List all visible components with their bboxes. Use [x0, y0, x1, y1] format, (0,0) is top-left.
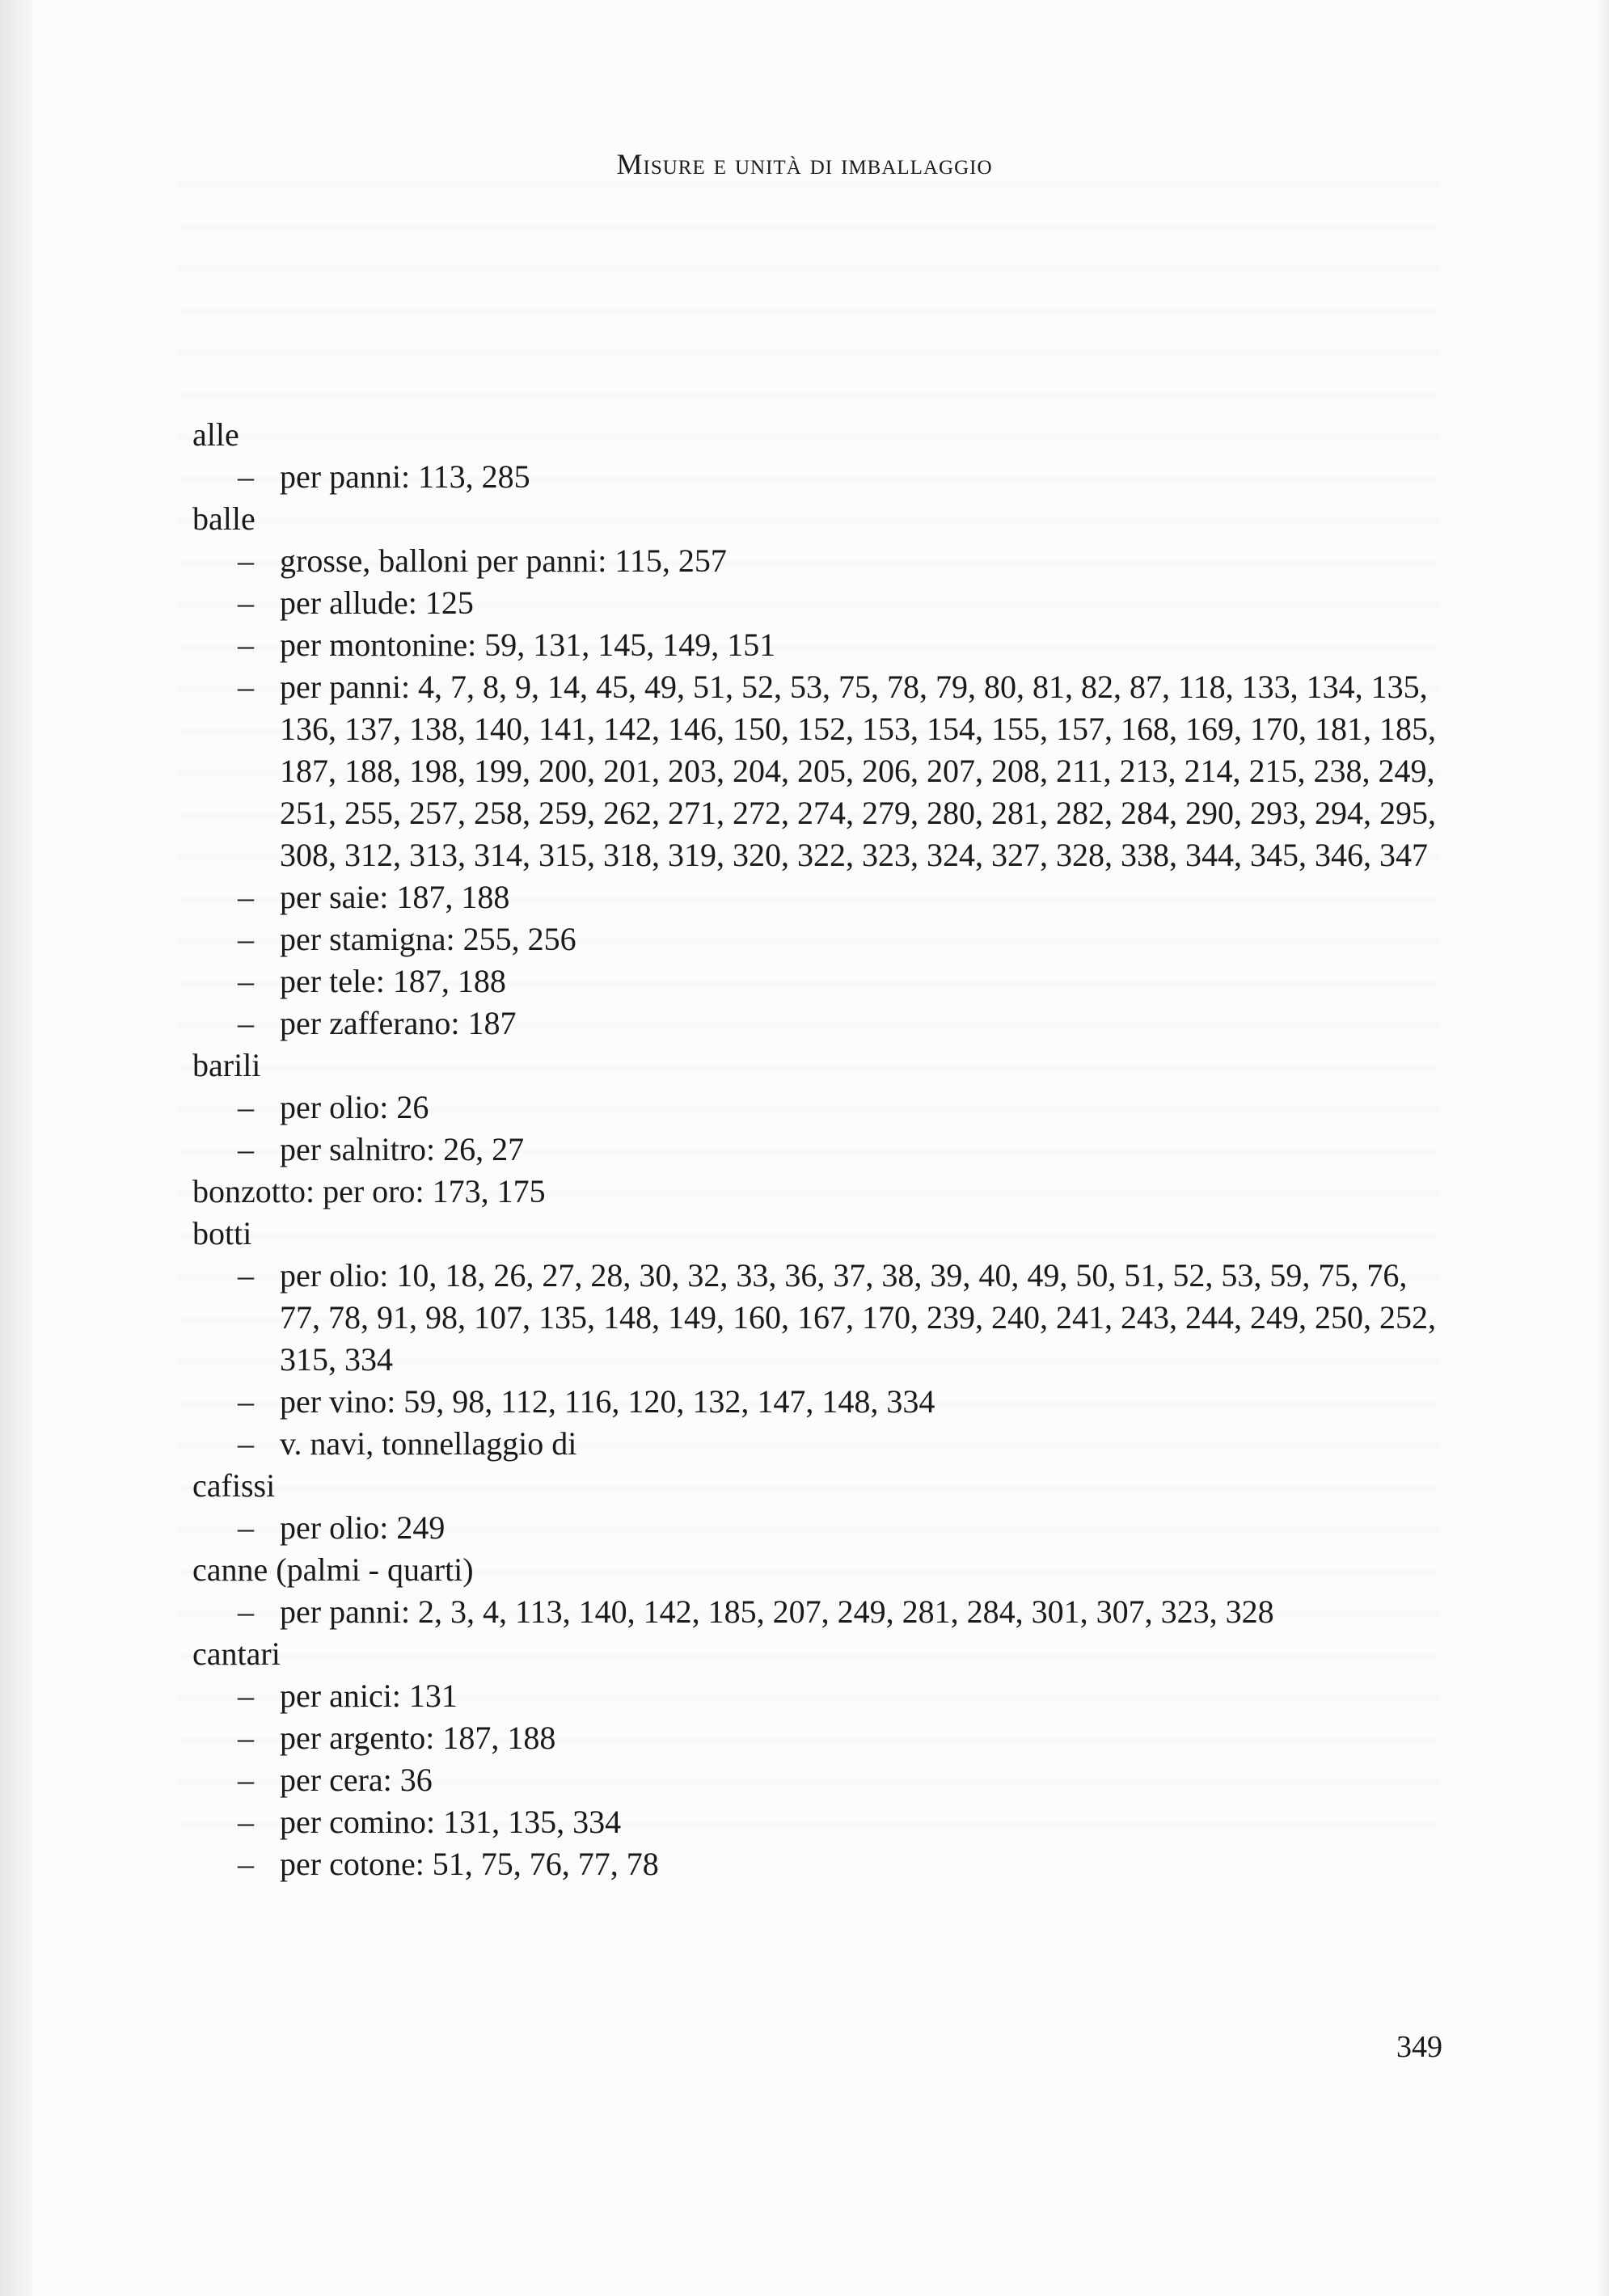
index-list: [192, 414, 1454, 1885]
dash-marker: –: [238, 1089, 254, 1125]
dash-marker: –: [238, 458, 254, 495]
index-subentry-text: per panni: 4, 7, 8, 9, 14, 45, 49, 51, 52, 53, 75, 78, 79, 80, 81, 82, 87, 118, 133, 134, 135, 136, 137, 138, 140, 141, 142, 146, 150, 152, 153, 154, 155, 157, 168, 169, 170, 181, 185, 187, 188, 198, 199, 200, 201, 203, 204, 205, 206, 207, 208, 211, 213, 214, 215, 238, 249, 251, 255, 257, 258, 259, 262, 271, 272, 274, 279, 280, 281, 282, 284, 290, 293, 294, 295, 308, 312, 313, 314, 315, 318, 319, 320, 322, 323, 324, 327, 328, 338, 344, 345, 346, 347: [280, 669, 1436, 873]
index-subentry-text: per olio: 249: [280, 1509, 446, 1546]
index-subentry: [192, 1759, 1454, 1801]
index-subentry-text: per montonine: 59, 131, 145, 149, 151: [280, 627, 776, 663]
index-subentry: [192, 1002, 1454, 1045]
dash-marker: –: [238, 1005, 254, 1041]
index-entry-head: alle: [192, 416, 239, 453]
index-entry-head: cafissi: [192, 1467, 276, 1504]
dash-marker: –: [238, 627, 254, 663]
index-subentry: [192, 456, 1454, 498]
index-subentry: [192, 582, 1454, 624]
dash-marker: –: [238, 963, 254, 999]
dash-marker: –: [238, 879, 254, 915]
index-subentry: [192, 1843, 1454, 1885]
index-subentry-text: per salnitro: 26, 27: [280, 1131, 525, 1167]
index-entry-head: canne (palmi - quarti): [192, 1551, 474, 1588]
dash-marker: –: [238, 1720, 254, 1756]
dash-marker: –: [238, 1804, 254, 1840]
dash-marker: –: [238, 1257, 254, 1294]
index-subentry-text: per stamigna: 255, 256: [280, 921, 576, 957]
index-subentry-text: per olio: 26: [280, 1089, 429, 1125]
index-entry: [192, 498, 1454, 1045]
index-subentry-text: per comino: 131, 135, 334: [280, 1804, 622, 1840]
index-subentry: [192, 1591, 1454, 1633]
index-entry-head: balle: [192, 500, 255, 537]
page-number: 349: [1396, 2030, 1442, 2064]
dash-marker: –: [238, 542, 254, 579]
index-subentry-text: per allude: 125: [280, 585, 474, 621]
index-subentry-text: per zafferano: 187: [280, 1005, 517, 1041]
index-subentry-text: per vino: 59, 98, 112, 116, 120, 132, 147, 148, 334: [280, 1383, 935, 1420]
dash-marker: –: [238, 1425, 254, 1462]
index-entry-head: botti: [192, 1215, 252, 1251]
index-subentry-text: per panni: 2, 3, 4, 113, 140, 142, 185, 207, 249, 281, 284, 301, 307, 323, 328: [280, 1593, 1274, 1630]
index-subentry: [192, 540, 1454, 582]
index-subentry: [192, 1129, 1454, 1171]
index-subentry-text: v. navi, tonnellaggio di: [280, 1425, 577, 1462]
dash-marker: –: [238, 585, 254, 621]
index-subentry: [192, 1801, 1454, 1843]
index-entry: [192, 1465, 1454, 1549]
index-subentry-text: per anici: 131: [280, 1678, 458, 1714]
index-subentry-text: grosse, balloni per panni: 115, 257: [280, 542, 727, 579]
dash-marker: –: [238, 1383, 254, 1420]
index-subentry: [192, 1675, 1454, 1717]
index-subentry: [192, 1381, 1454, 1423]
dash-marker: –: [238, 1678, 254, 1714]
index-entry-head: bonzotto: per oro: 173, 175: [192, 1173, 546, 1209]
page-binding-edge: [0, 0, 32, 2296]
dash-marker: –: [238, 1846, 254, 1882]
dash-marker: –: [238, 1509, 254, 1546]
index-subentry-text: per argento: 187, 188: [280, 1720, 556, 1756]
index-subentry-text: per cotone: 51, 75, 76, 77, 78: [280, 1846, 659, 1882]
index-subentry-text: per panni: 113, 285: [280, 458, 530, 495]
dash-marker: –: [238, 921, 254, 957]
dash-marker: –: [238, 669, 254, 705]
index-subentry: [192, 1507, 1454, 1549]
index-subentry-text: per olio: 10, 18, 26, 27, 28, 30, 32, 33, 36, 37, 38, 39, 40, 49, 50, 51, 52, 53, 59, 75, 76, 77, 78, 91, 98, 107, 135, 148, 149, 160, 167, 170, 239, 240, 241, 243, 244, 249, 250, 252, 315, 334: [280, 1257, 1436, 1378]
index-entry: [192, 1213, 1454, 1465]
index-subentry: [192, 918, 1454, 960]
index-entry: [192, 414, 1454, 498]
index-subentry: [192, 1255, 1454, 1381]
page-right-edge: [1598, 0, 1609, 2296]
index-subentry-text: per cera: 36: [280, 1762, 433, 1798]
index-subentry-text: per saie: 187, 188: [280, 879, 510, 915]
page-title: Misure e unità di imballaggio: [616, 148, 993, 180]
index-subentry: [192, 1087, 1454, 1129]
index-entry-head: barili: [192, 1047, 261, 1083]
index-subentry: [192, 1717, 1454, 1759]
index-entry: [192, 1045, 1454, 1171]
dash-marker: –: [238, 1762, 254, 1798]
dash-marker: –: [238, 1131, 254, 1167]
index-subentry-text: per tele: 187, 188: [280, 963, 506, 999]
index-subentry: [192, 876, 1454, 918]
index-subentry: [192, 666, 1454, 876]
index-entry: [192, 1171, 1454, 1213]
index-subentry: [192, 1423, 1454, 1465]
index-entry: [192, 1549, 1454, 1633]
index-subentry: [192, 960, 1454, 1002]
index-entry-head: cantari: [192, 1635, 281, 1672]
index-entry: [192, 1633, 1454, 1885]
dash-marker: –: [238, 1593, 254, 1630]
index-subentry: [192, 624, 1454, 666]
